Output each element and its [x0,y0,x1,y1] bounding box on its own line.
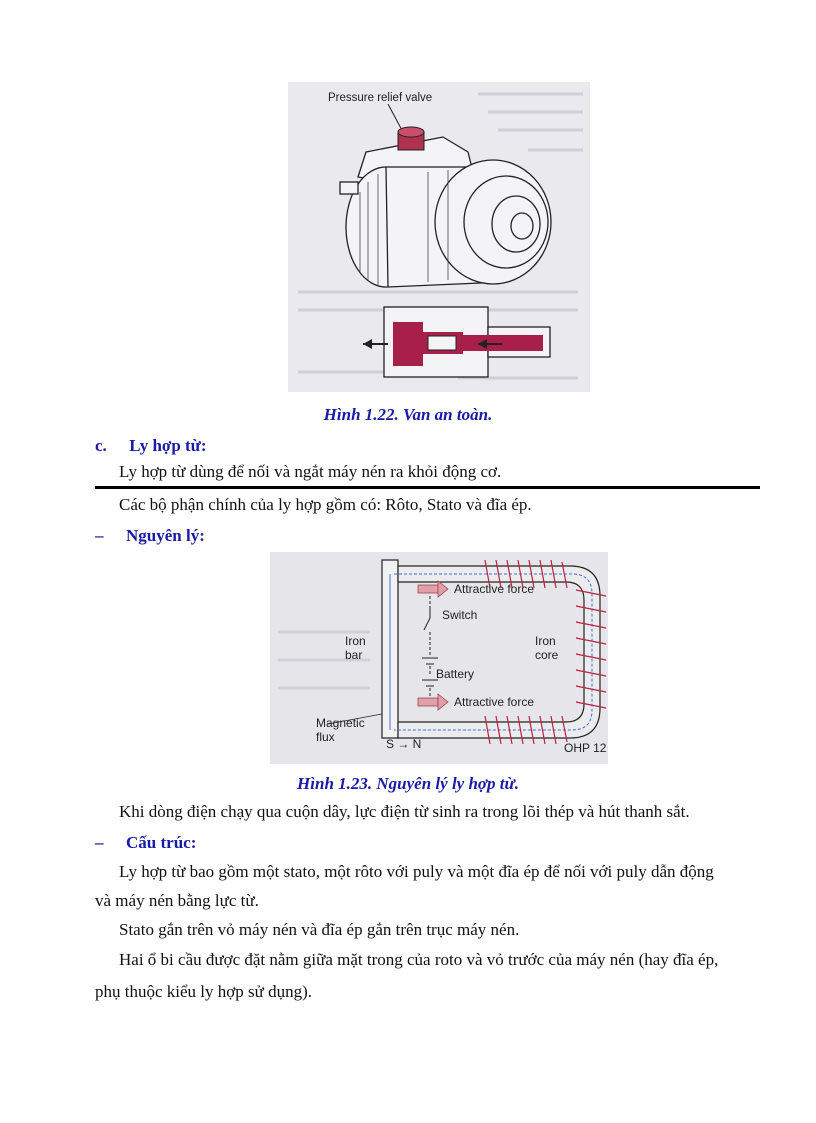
principle-title: Nguyên lý: [126,526,205,545]
pressure-valve-label: Pressure relief valve [328,92,433,104]
iron-core-label-1: Iron [535,634,556,648]
battery-label: Battery [436,667,475,681]
structure-dash: – [95,833,104,852]
principle-heading [95,526,205,546]
clutch-parts-text: Các bộ phận chính của ly hợp gồm có: Rôto, Stato và đĩa ép. [119,495,532,514]
structure-heading [95,833,196,853]
section-c-heading [95,436,207,456]
structure-paragraph-1-line-1: Ly hợp từ bao gồm một stato, một rôto với puly và một đĩa ép để nối với puly dẫn động [119,862,714,881]
structure-paragraph-3-line-1: Hai ổ bi cầu được đặt nằm giữa mặt trong của roto và vỏ trước của máy nén (hay đĩa ép, [119,950,719,969]
magnetic-flux-label-2: flux [316,730,335,744]
iron-bar-label-1: Iron [345,634,366,648]
attractive-force-top-label: Attractive force [454,582,535,596]
electromagnet-figure [270,552,608,764]
figure1-caption: Hình 1.22. Van an toàn. [323,405,493,424]
switch-label: Switch [442,608,478,622]
structure-paragraph-3-line-2: phụ thuộc kiểu ly hợp sử dụng). [95,982,312,1001]
section-c-title: Ly hợp từ: [129,436,207,455]
horizontal-divider [95,486,760,489]
attractive-force-bottom-label: Attractive force [454,695,535,709]
iron-core-label-2: core [535,648,559,662]
iron-bar-label-2: bar [345,648,363,662]
principle-dash: – [95,526,104,545]
pressure-valve-shape [398,127,424,150]
structure-paragraph-1-line-2: và máy nén bằng lực từ. [95,891,259,910]
magnetic-flux-label-1: Magnetic [316,716,365,730]
ohp-label: OHP 12 [564,741,607,755]
compressor-figure [288,82,590,392]
clutch-intro-text: Ly hợp từ dùng để nối và ngắt máy nén ra khỏi động cơ. [119,462,502,481]
s-to-n-label: S → N [386,737,422,751]
structure-paragraph-2: Stato gắn trên vỏ máy nén và đĩa ép gắn trên trục máy nén. [119,920,520,939]
figure2-caption: Hình 1.23. Nguyên lý ly hợp từ. [297,774,519,793]
section-c-marker: c. [95,436,107,455]
principle-text: Khi dòng điện chạy qua cuộn dây, lực điện từ sinh ra trong lõi thép và hút thanh sắt. [119,802,690,821]
structure-title: Cấu trúc: [126,833,197,852]
